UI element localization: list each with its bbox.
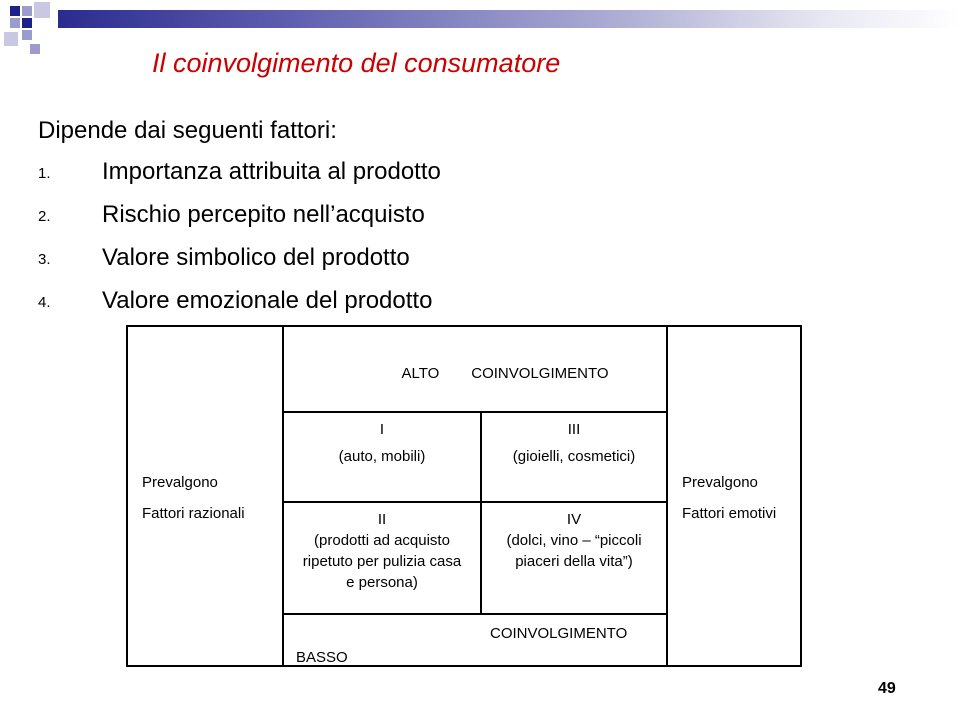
quadrant-label: IV — [566, 511, 582, 528]
quadrant-i — [283, 412, 481, 502]
quadrant-desc: (gioielli, cosmetici) — [512, 448, 636, 465]
page-number: 49 — [878, 680, 896, 697]
quadrant-label: III — [567, 421, 581, 438]
top-header-word1: ALTO — [401, 364, 440, 382]
list-number: 2. — [38, 208, 51, 225]
quadrant-ii — [283, 502, 481, 614]
list-number: 4. — [38, 294, 51, 311]
quadrant-label: II — [377, 511, 387, 528]
right-label-line2: Fattori emotivi — [682, 505, 777, 522]
left-label-line1: Prevalgono — [142, 474, 218, 491]
quadrant-desc: (dolci, vino – “piccoli piaceri della vita”) — [506, 532, 642, 570]
quadrant-desc: (auto, mobili) — [338, 448, 426, 465]
list-number: 1. — [38, 165, 51, 182]
list-number: 3. — [38, 251, 51, 268]
quadrant-iv — [481, 502, 667, 614]
list-text: Valore emozionale del prodotto — [102, 287, 433, 314]
header-gradient-bar — [58, 10, 960, 28]
top-header-word2: COINVOLGIMENTO — [471, 364, 609, 382]
deco-square — [22, 6, 32, 16]
deco-square — [22, 18, 32, 28]
involvement-matrix — [126, 325, 802, 667]
bottom-header-word1: BASSO — [296, 649, 348, 666]
matrix-bottom-header — [283, 614, 667, 666]
bottom-header-word2: COINVOLGIMENTO — [490, 625, 628, 642]
matrix-left-label — [127, 326, 283, 666]
quadrant-label: I — [379, 421, 385, 438]
right-label-line1: Prevalgono — [682, 474, 758, 491]
deco-square — [22, 30, 32, 40]
slide-title: Il coinvolgimento del consumatore — [152, 48, 561, 78]
list-text: Rischio percepito nell’acquisto — [102, 201, 425, 228]
list-text: Valore simbolico del prodotto — [102, 244, 410, 271]
quadrant-iii — [481, 412, 667, 502]
quadrant-desc: (prodotti ad acquisto ripetuto per pulizia casa e persona) — [302, 532, 462, 591]
matrix-top-header — [283, 326, 667, 412]
list-text: Importanza attribuita al prodotto — [102, 158, 441, 185]
deco-square — [10, 18, 20, 28]
matrix-right-label — [667, 326, 801, 666]
intro-text: Dipende dai seguenti fattori: — [38, 117, 337, 144]
deco-square — [4, 32, 18, 46]
deco-square — [34, 2, 50, 18]
deco-square — [10, 6, 20, 16]
deco-square — [30, 44, 40, 54]
left-label-line2: Fattori razionali — [142, 505, 245, 522]
